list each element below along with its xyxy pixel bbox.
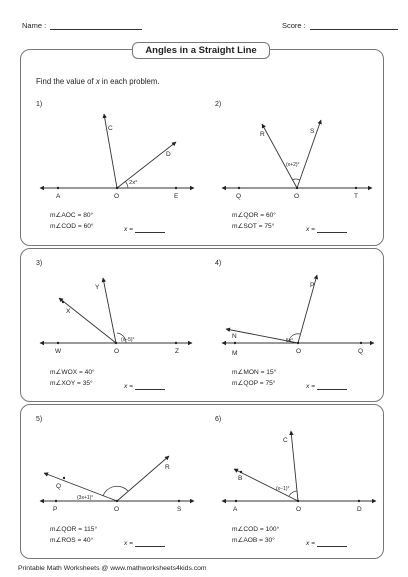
- p4-label-o: O: [296, 348, 302, 355]
- problem-3-number: 3): [36, 260, 43, 267]
- p5-label-s: S: [177, 506, 182, 513]
- problem-6-givens: m∠COD = 100° m∠AOB = 30°: [232, 526, 280, 544]
- problem-2-givens: m∠QOR = 60° m∠SOT = 75°: [232, 212, 276, 230]
- instruction-variable: x: [95, 77, 100, 86]
- problem-5-givens: m∠QOR = 115° m∠ROS = 40°: [50, 526, 98, 544]
- problem-1-number: 1): [36, 101, 43, 108]
- problem-2-number: 2): [215, 101, 222, 108]
- p3-label-w: W: [55, 348, 62, 355]
- problem-6-answer[interactable]: x =: [306, 540, 347, 547]
- p3-ray-ox: [59, 298, 116, 343]
- p4-label-q: Q: [358, 348, 364, 355]
- p3-label-z: Z: [175, 348, 179, 355]
- problem-4-givens: m∠MON = 15° m∠QOP = 75°: [232, 369, 277, 387]
- p2-label-r: R: [260, 131, 265, 138]
- p2-ray-os: [297, 120, 321, 188]
- problem-3-givens: m∠WOX = 40° m∠XOY = 35°: [50, 369, 95, 387]
- p3-label-y: Y: [95, 284, 100, 291]
- problem-6-number: 6): [215, 416, 222, 423]
- p4-label-m: M: [232, 350, 238, 357]
- footer-url[interactable]: www.mathworksheets4kids.com: [110, 565, 207, 572]
- p2-ray-or: [262, 124, 297, 188]
- p6-label-b: B: [238, 475, 243, 482]
- p5-label-r: R: [165, 464, 170, 471]
- p6-label-c: C: [283, 437, 288, 444]
- p6-label-o: O: [296, 506, 302, 513]
- score-label: Score :: [282, 21, 306, 30]
- problem-3-answer[interactable]: x =: [124, 383, 165, 390]
- p6-ray-oc: [291, 431, 298, 501]
- problem-4-answer[interactable]: x =: [306, 383, 347, 390]
- p6-angle-label: (x−1)°: [276, 486, 290, 492]
- p2-angle-label: (x+2)°: [286, 162, 300, 168]
- p6-ray-ob: [234, 469, 298, 501]
- p3-label-o: O: [114, 348, 120, 355]
- p5-label-o: O: [114, 506, 120, 513]
- p3-label-x: X: [66, 308, 71, 315]
- problem-1-answer[interactable]: x =: [124, 226, 165, 233]
- p6-label-d: D: [357, 506, 362, 513]
- name-label: Name :: [22, 21, 47, 30]
- p6-label-a: A: [233, 506, 238, 513]
- p1-ray-od: [117, 142, 176, 188]
- p2-label-s: S: [310, 128, 315, 135]
- p3-angle-label: (x−5)°: [121, 337, 135, 343]
- p3-ray-oy: [103, 278, 116, 343]
- p2-label-t: T: [354, 193, 358, 200]
- p4-angle-label: 5x°: [286, 338, 294, 344]
- p1-label-a: A: [56, 193, 61, 200]
- p1-label-e: E: [174, 193, 179, 200]
- p5-angle-label: (3x+1)°: [77, 495, 94, 501]
- problem-1-givens: m∠AOC = 80° m∠COD = 60°: [50, 212, 94, 230]
- problem-5-number: 5): [36, 416, 43, 423]
- p4-label-n: N: [232, 333, 237, 340]
- footer: Printable Math Worksheets @ www.mathworksheets4kids.com: [18, 565, 207, 572]
- p1-label-o: O: [114, 193, 120, 200]
- p5-label-q: Q: [56, 483, 62, 490]
- p5-ray-or: [117, 456, 169, 501]
- problem-4-number: 4): [215, 260, 222, 267]
- problem-5-answer[interactable]: x =: [124, 540, 165, 547]
- problem-2-answer[interactable]: x =: [306, 226, 347, 233]
- worksheet-title: Angles in a Straight Line: [132, 42, 270, 59]
- p2-label-o: O: [294, 193, 300, 200]
- p1-label-d: D: [166, 151, 171, 158]
- p2-label-q: Q: [236, 193, 242, 200]
- instruction: Find the value of x in each problem.: [36, 77, 160, 86]
- p1-label-c: C: [108, 125, 113, 132]
- p5-label-p: P: [53, 506, 58, 513]
- p4-label-p: P: [310, 282, 315, 289]
- p1-angle-label: 2x°: [129, 180, 138, 186]
